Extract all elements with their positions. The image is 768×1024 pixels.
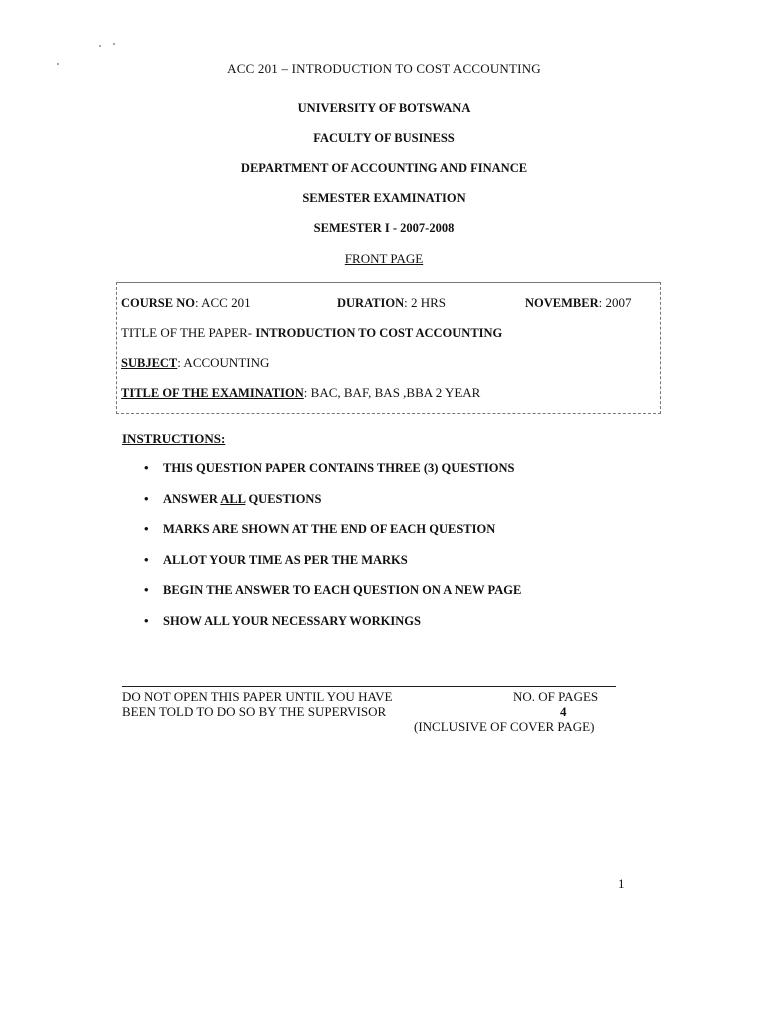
list-item	[120, 457, 521, 488]
list-item	[120, 549, 521, 580]
instruction-text: ALLOT YOUR TIME AS PER THE MARKS	[163, 552, 408, 567]
instructions-heading: INSTRUCTIONS:	[122, 431, 226, 446]
exam-title-value: : BAC, BAF, BAS ,BBA 2 YEAR	[303, 385, 481, 400]
exam-type: SEMESTER EXAMINATION	[302, 191, 466, 205]
duration-row	[337, 295, 446, 311]
list-item	[120, 518, 521, 549]
instruction-text: MARKS ARE SHOWN AT THE END OF EACH QUESTION	[163, 522, 496, 537]
front-page-label: FRONT PAGE	[344, 251, 424, 266]
bullet-icon: •	[144, 551, 149, 567]
list-item	[120, 488, 521, 519]
bullet-icon: •	[144, 460, 149, 475]
month-label: NOVEMBER	[525, 296, 599, 310]
pages-note: (INCLUSIVE OF COVER PAGE)	[414, 719, 595, 734]
instruction-text-emphasis: ALL	[220, 491, 246, 506]
list-item	[120, 610, 521, 641]
pages-label: NO. OF PAGES	[513, 689, 599, 704]
page-number: 1	[618, 876, 625, 891]
subject-label: SUBJECT	[121, 356, 178, 370]
course-no-row	[121, 295, 251, 311]
paper-title: INTRODUCTION TO COST ACCOUNTING	[255, 326, 503, 340]
instruction-text: THIS QUESTION PAPER CONTAINS THREE (3) QUESTIONS	[163, 461, 515, 475]
pages-value: 4	[560, 704, 567, 719]
notice-line-2: BEEN TOLD TO DO SO BY THE SUPERVISOR	[122, 704, 387, 719]
course-header: ACC 201 – INTRODUCTION TO COST ACCOUNTING	[227, 61, 541, 76]
instructions-list	[120, 457, 521, 641]
bullet-icon: •	[144, 582, 149, 598]
scan-speck	[99, 45, 101, 47]
duration-value: : 2 HRS	[404, 295, 447, 310]
department-name: DEPARTMENT OF ACCOUNTING AND FINANCE	[240, 161, 528, 175]
instruction-text-post: QUESTIONS	[245, 491, 322, 506]
date-row	[525, 295, 632, 311]
exam-title-row	[121, 385, 480, 401]
faculty-name: FACULTY OF BUSINESS	[313, 131, 455, 145]
paper-title-row	[121, 325, 502, 341]
paper-title-prefix: TITLE OF THE PAPER-	[121, 325, 256, 340]
list-item	[120, 579, 521, 610]
subject-value: : ACCOUNTING	[177, 355, 270, 370]
semester: SEMESTER I - 2007-2008	[313, 221, 455, 235]
instruction-text: BEGIN THE ANSWER TO EACH QUESTION ON A NEW PAGE	[163, 583, 522, 598]
month-value: : 2007	[598, 295, 632, 310]
footer-divider	[122, 686, 616, 687]
bullet-icon: •	[144, 490, 149, 506]
scan-speck	[113, 43, 115, 45]
instruction-text-pre: ANSWER	[163, 491, 221, 506]
university-name: UNIVERSITY OF BOTSWANA	[297, 101, 471, 115]
bullet-icon: •	[144, 521, 149, 537]
duration-label: DURATION	[337, 296, 405, 310]
subject-row	[121, 355, 269, 371]
instruction-text: SHOW ALL YOUR NECESSARY WORKINGS	[163, 613, 421, 628]
exam-title-label: TITLE OF THE EXAMINATION	[121, 386, 304, 400]
course-no-value: : ACC 201	[194, 295, 251, 310]
bullet-icon: •	[144, 612, 149, 628]
notice-line-1: DO NOT OPEN THIS PAPER UNTIL YOU HAVE	[122, 689, 393, 704]
course-no-label: COURSE NO	[121, 296, 195, 310]
